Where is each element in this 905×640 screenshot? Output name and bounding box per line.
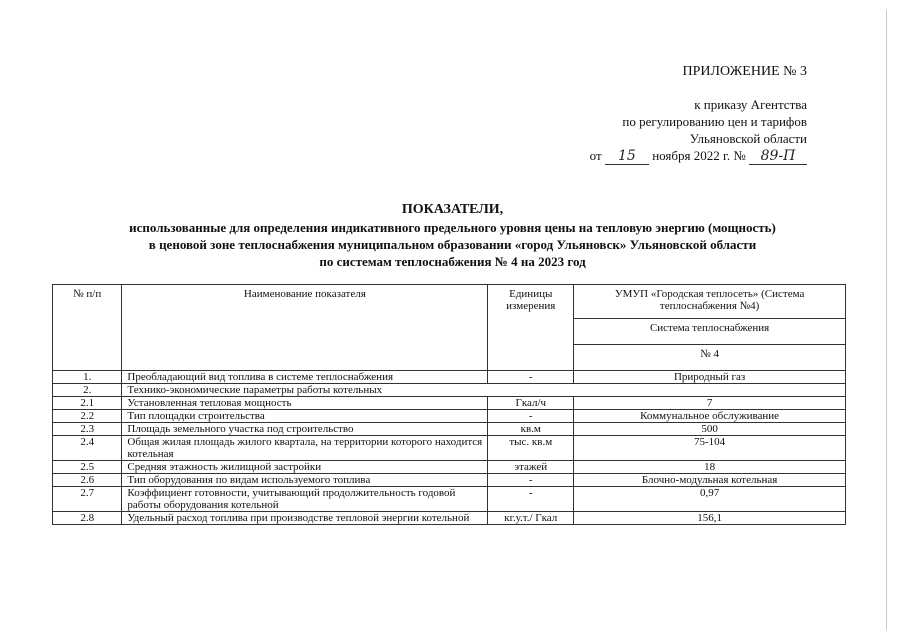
row-section-heading: Технико-экономические параметры работы котельных [122, 384, 846, 397]
row-indicator: Средняя этажность жилищной застройки [122, 461, 488, 474]
row-indicator: Преобладающий вид топлива в системе теплоснабжения [122, 371, 488, 384]
table-row [53, 474, 846, 487]
indicators-table [52, 284, 846, 525]
handwritten-day: 15 [605, 149, 649, 165]
row-unit: - [488, 487, 574, 512]
row-number: 2.3 [53, 423, 122, 436]
handwritten-order-number: 89-П [749, 149, 807, 165]
row-number: 2.6 [53, 474, 122, 487]
row-value: Коммунальное обслуживание [574, 410, 846, 423]
header-system-number: № 4 [574, 345, 846, 371]
row-number: 1. [53, 371, 122, 384]
row-value: 500 [574, 423, 846, 436]
row-value: Природный газ [574, 371, 846, 384]
header-organization: УМУП «Городская теплосеть» (Система теплоснабжения №4) [574, 285, 846, 319]
header-name: Наименование показателя [122, 285, 488, 371]
row-number: 2.5 [53, 461, 122, 474]
header-system: Система теплоснабжения [574, 319, 846, 345]
row-value: 7 [574, 397, 846, 410]
table-row [53, 512, 846, 525]
row-value: Блочно-модульная котельная [574, 474, 846, 487]
date-prefix: от [589, 148, 602, 163]
header-unit: Единицы измерения [488, 285, 574, 371]
title-line-2: в ценовой зоне теплоснабжения муниципальном образовании «город Ульяновск» Ульяновской области [148, 237, 757, 252]
row-indicator: Площадь земельного участка под строительство [122, 423, 488, 436]
agency-name: по регулированию цен и тарифов [622, 114, 807, 129]
order-date-line [447, 147, 807, 164]
row-unit: - [488, 371, 574, 384]
row-unit: кг.у.т./ Гкал [488, 512, 574, 525]
row-unit: - [488, 410, 574, 423]
table-row-section [53, 384, 846, 397]
row-number: 2.8 [53, 512, 122, 525]
row-number: 2.4 [53, 436, 122, 461]
row-unit: кв.м [488, 423, 574, 436]
row-indicator: Коэффициент готовности, учитывающий продолжительность годовой работы оборудования котельной [122, 487, 488, 512]
appendix-label: ПРИЛОЖЕНИЕ № 3 [682, 64, 807, 79]
row-unit: тыс. кв.м [488, 436, 574, 461]
document-title [0, 201, 905, 270]
row-indicator: Тип площадки строительства [122, 410, 488, 423]
title-line-1: использованные для определения индикативного предельного уровня цены на тепловую энергию (мощность) [129, 220, 776, 235]
header-num: № п/п [53, 285, 122, 371]
appendix-header [447, 64, 807, 164]
row-number: 2.1 [53, 397, 122, 410]
row-value: 0,97 [574, 487, 846, 512]
table-row [53, 487, 846, 512]
row-indicator: Тип оборудования по видам используемого топлива [122, 474, 488, 487]
table-row [53, 461, 846, 474]
table-row [53, 371, 846, 384]
order-reference: к приказу Агентства [694, 97, 807, 112]
table-row [53, 397, 846, 410]
row-indicator: Удельный расход топлива при производстве тепловой энергии котельной [122, 512, 488, 525]
row-unit: Гкал/ч [488, 397, 574, 410]
row-number: 2.2 [53, 410, 122, 423]
row-number: 2.7 [53, 487, 122, 512]
table-row [53, 410, 846, 423]
region-name: Ульяновской области [689, 131, 807, 146]
row-indicator: Установленная тепловая мощность [122, 397, 488, 410]
title-line-3: по системам теплоснабжения № 4 на 2023 год [319, 254, 586, 269]
table-header-row [53, 285, 846, 319]
row-unit: этажей [488, 461, 574, 474]
row-value: 75-104 [574, 436, 846, 461]
row-number: 2. [53, 384, 122, 397]
row-value: 18 [574, 461, 846, 474]
row-unit: - [488, 474, 574, 487]
row-value: 156,1 [574, 512, 846, 525]
title-main: ПОКАЗАТЕЛИ, [401, 202, 504, 217]
table-row [53, 436, 846, 461]
table-row [53, 423, 846, 436]
row-indicator: Общая жилая площадь жилого квартала, на территории которого находится котельная [122, 436, 488, 461]
page-edge-line [886, 10, 887, 630]
date-rest: ноября 2022 г. № [652, 148, 746, 163]
